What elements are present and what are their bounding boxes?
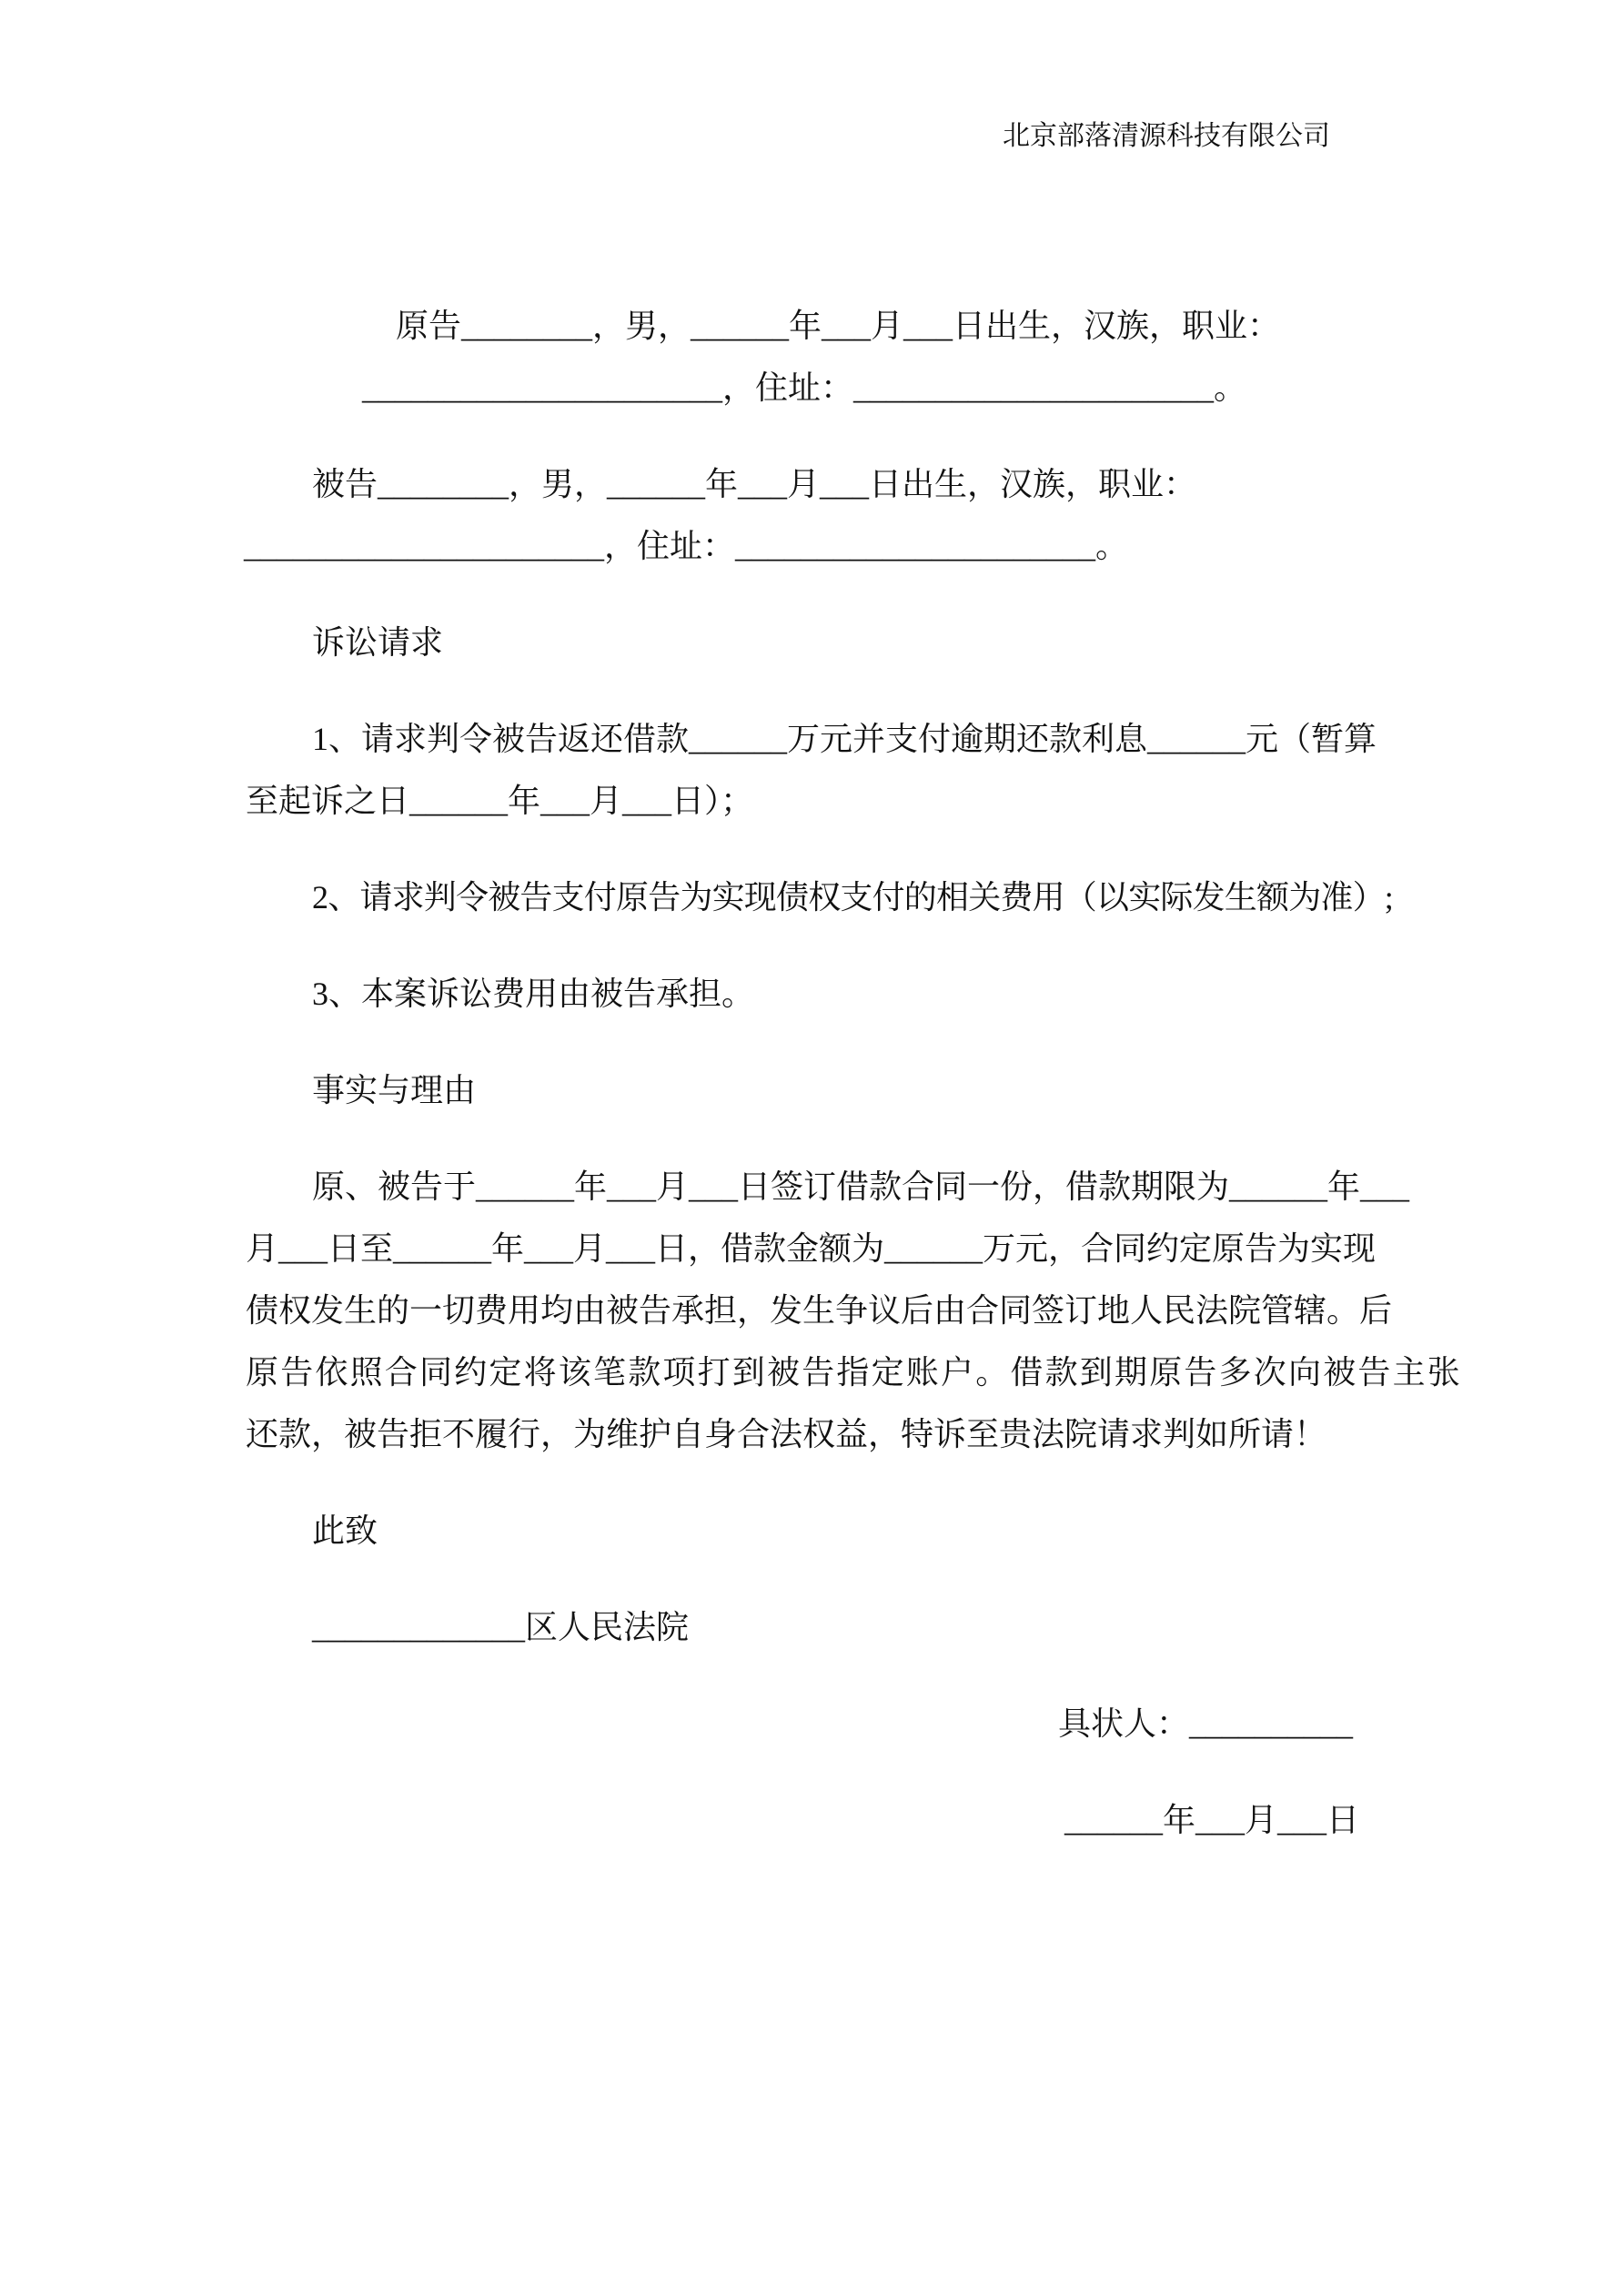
defendant-info-line-2: ______________________，住址：______________________。 xyxy=(244,528,1129,564)
plaintiff-info-line-1: 原告________，男，______年___月___日出生，汉族，职业： xyxy=(396,308,1281,344)
claim-item-3: 3、本案诉讼费用由被告承担。 xyxy=(312,976,755,1012)
facts-line-3: 债权发生的一切费用均由被告承担，发生争议后由合同签订地人民法院管辖。后 xyxy=(246,1292,1393,1329)
defendant-info-line-1: 被告________，男，______年___月___日出生，汉族，职业： xyxy=(312,466,1197,502)
plaintiff-info-line-2: ______________________，住址：______________________。 xyxy=(362,369,1247,406)
closing-salutation: 此致 xyxy=(312,1512,378,1549)
facts-line-4: 原告依照合同约定将该笔款项打到被告指定账户。借款到期原告多次向被告主张 xyxy=(246,1354,1463,1391)
claims-heading: 诉讼请求 xyxy=(312,624,444,661)
closing-court-line: _____________区人民法院 xyxy=(312,1609,690,1645)
facts-heading: 事实与理由 xyxy=(312,1072,477,1108)
claim-item-1-line-1: 1、请求判令被告返还借款______万元并支付逾期还款利息______元（暂算 xyxy=(312,721,1377,757)
signer-line: 具状人：__________ xyxy=(1058,1705,1354,1742)
facts-line-2: 月___日至______年___月___日，借款金额为______万元，合同约定原告为实现 xyxy=(246,1230,1377,1267)
facts-line-1: 原、被告于______年___月___日签订借款合同一份，借款期限为______年___ xyxy=(312,1168,1410,1205)
company-header: 北京部落清源科技有限公司 xyxy=(1003,121,1330,151)
facts-line-5: 还款，被告拒不履行，为维护自身合法权益，特诉至贵法院请求判如所请！ xyxy=(246,1416,1327,1452)
date-line: ______年___月___日 xyxy=(1064,1802,1360,1838)
claim-item-2: 2、请求判令被告支付原告为实现债权支付的相关费用（以实际发生额为准）; xyxy=(312,879,1394,915)
claim-item-1-line-2: 至起诉之日______年___月___日）； xyxy=(246,783,754,819)
